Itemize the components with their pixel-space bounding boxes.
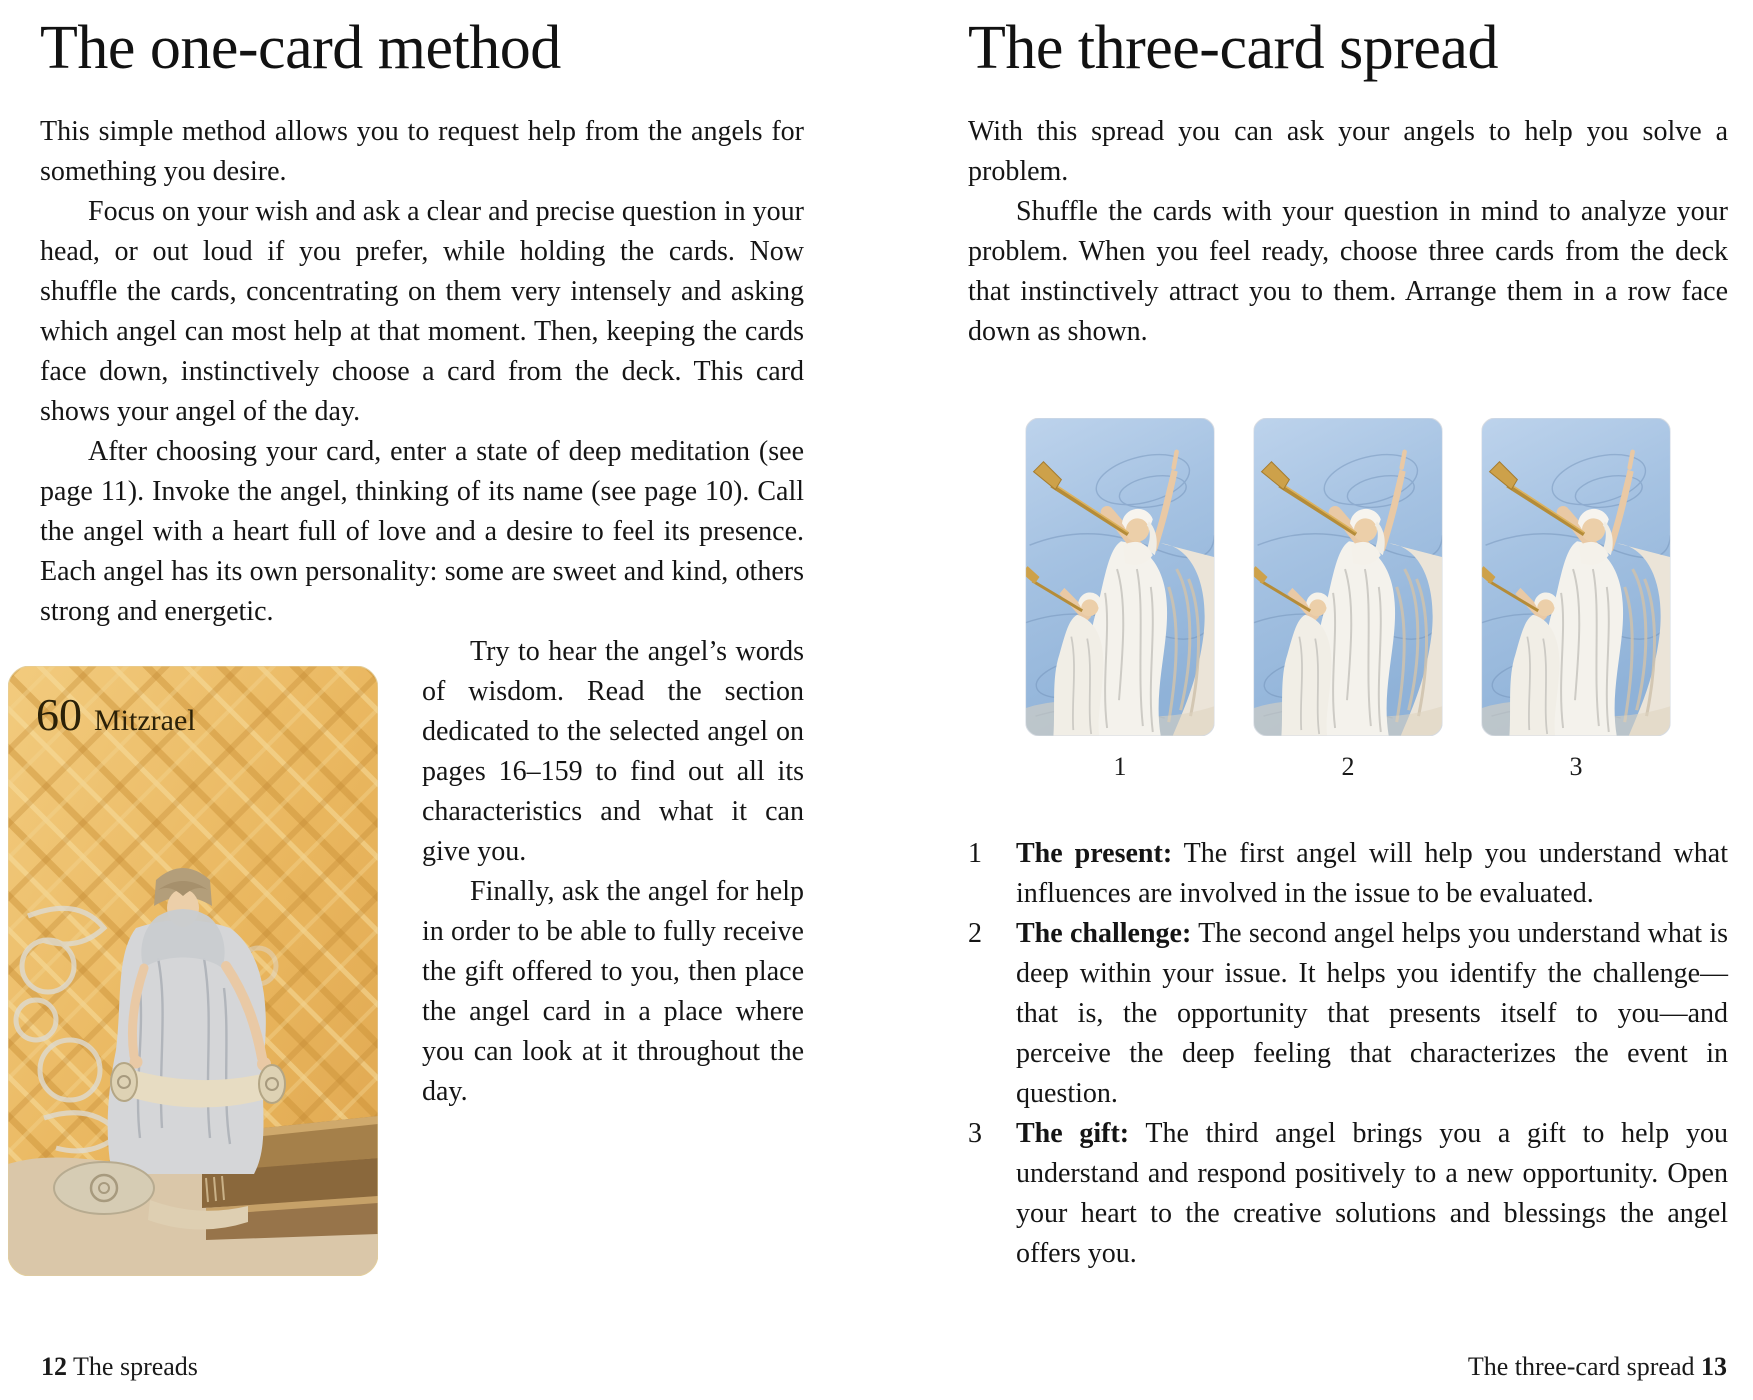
mitzrael-card-illustration bbox=[8, 666, 378, 1276]
right-page bbox=[968, 0, 1728, 1274]
list-item-number: 2 bbox=[968, 918, 982, 950]
spread-meanings-list bbox=[968, 834, 1728, 1274]
list-item-label: The present: bbox=[1016, 838, 1173, 870]
left-page-number: 12 bbox=[41, 1352, 67, 1381]
three-card-spread-figure bbox=[968, 418, 1728, 782]
list-item-body: The first angel will help you understand what influences are involved in the issue to be evaluated. bbox=[1016, 838, 1728, 910]
angel-card-illustration bbox=[1253, 418, 1443, 736]
list-item-number: 3 bbox=[968, 1118, 982, 1150]
left-paragraph-3: After choosing your card, enter a state of deep meditation (see page 11). Invoke the angel, thinking of its name (see page 10). Call the angel with a heart full of love and a desire to feel its presence. Each angel has its own personality: some are sweet and kind, others strong and energetic. bbox=[40, 436, 804, 628]
list-item-label: The challenge: bbox=[1016, 918, 1192, 950]
left-footer bbox=[41, 1352, 198, 1382]
right-page-number: 13 bbox=[1701, 1352, 1727, 1381]
left-paragraph-2: Focus on your wish and ask a clear and precise question in your head, or out loud if you prefer, while holding the cards. Now shuffle the cards, concentrating on them very intensely and asking which angel can most help at that moment. Then, keeping the cards face down, instinctively choose a card from the deck. This card shows your angel of the day. bbox=[40, 196, 804, 428]
list-item-text bbox=[1016, 914, 1728, 1114]
left-paragraph-4: Try to hear the angel’s words of wisdom. Read the section dedicated to the selected angel on pages 16–159 to find out all its characteristics and what it can give you. bbox=[422, 636, 804, 868]
list-item-body: The third angel brings you a gift to help you understand and respond positively to a new opportunity. Open your heart to the creative solutions and blessings the angel offers you. bbox=[1016, 1118, 1728, 1270]
list-item-text bbox=[1016, 834, 1728, 914]
list-item-number: 1 bbox=[968, 838, 982, 870]
card-position-label-2: 2 bbox=[1341, 752, 1355, 782]
right-page-title: The three-card spread bbox=[968, 14, 1498, 82]
list-item-label: The gift: bbox=[1016, 1118, 1130, 1150]
left-page bbox=[36, 0, 804, 1276]
card-position-label-3: 3 bbox=[1569, 752, 1583, 782]
angel-card-illustration bbox=[1025, 418, 1215, 736]
angel-card-illustration bbox=[1481, 418, 1671, 736]
angel-card-3 bbox=[1481, 418, 1671, 782]
angel-card-2 bbox=[1253, 418, 1443, 782]
card-caption bbox=[36, 688, 196, 741]
left-paragraph-5: Finally, ask the angel for help in order to be able to fully receive the gift offered to you, then place the angel card in a place where you can look at it throughout the day. bbox=[422, 876, 804, 1108]
list-item-body: The second angel helps you understand what is deep within your issue. It helps you identify the challenge—that is, the opportunity that presents itself to you—and perceive the deep feeling that characterizes the event in question. bbox=[1016, 918, 1728, 1110]
mitzrael-card-figure bbox=[8, 666, 378, 1276]
left-paragraph-1: This simple method allows you to request help from the angels for something you desire. bbox=[40, 116, 804, 188]
right-paragraph-1: With this spread you can ask your angels to help you solve a problem. bbox=[968, 116, 1728, 188]
card-name: Mitzrael bbox=[94, 704, 196, 738]
right-section-label: The three-card spread bbox=[1467, 1352, 1695, 1381]
right-footer bbox=[1468, 1352, 1727, 1382]
list-item-challenge bbox=[968, 914, 1728, 1114]
right-paragraph-2: Shuffle the cards with your question in mind to analyze your problem. When you feel ready, choose three cards from the deck that instinctively attract you to them. Arrange them in a row face down as shown. bbox=[968, 196, 1728, 348]
left-section-label: The spreads bbox=[73, 1352, 198, 1381]
list-item-gift bbox=[968, 1114, 1728, 1274]
card-position-label-1: 1 bbox=[1113, 752, 1127, 782]
list-item-present bbox=[968, 834, 1728, 914]
card-number: 60 bbox=[36, 689, 82, 741]
list-item-text bbox=[1016, 1114, 1728, 1274]
angel-card-1 bbox=[1025, 418, 1215, 782]
left-page-title: The one-card method bbox=[40, 14, 561, 82]
